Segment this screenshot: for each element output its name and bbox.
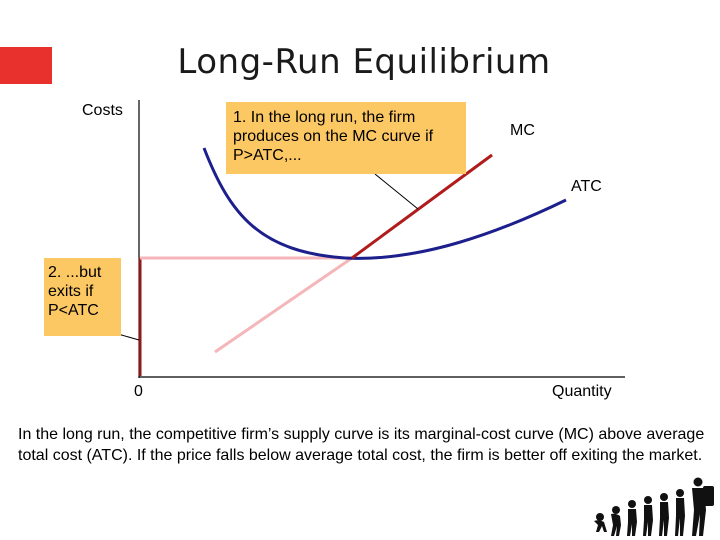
slide-title: Long-Run Equilibrium (177, 42, 551, 82)
callout-two-pointer (118, 334, 139, 340)
caption-text: In the long run, the competitive firm’s supply curve is its marginal-cost curve (MC) above average total cost (ATC). If the price falls below average total cost, the firm is better off exiting the market. (18, 426, 705, 464)
atc-curve-label: ATC (571, 178, 602, 195)
callout-one-pointer (375, 174, 418, 209)
evolution-figures-icon (590, 470, 718, 538)
mc-curve-lower (215, 258, 352, 352)
origin-label: 0 (134, 383, 143, 400)
mc-curve-label: MC (510, 122, 535, 139)
y-axis-label: Costs (82, 102, 123, 119)
callout-exit: 2. ...but exits if P<ATC (44, 258, 121, 336)
callout-produce-on-mc: 1. In the long run, the firm produces on the MC curve if P>ATC,... (226, 102, 466, 174)
x-axis-label: Quantity (552, 383, 612, 400)
